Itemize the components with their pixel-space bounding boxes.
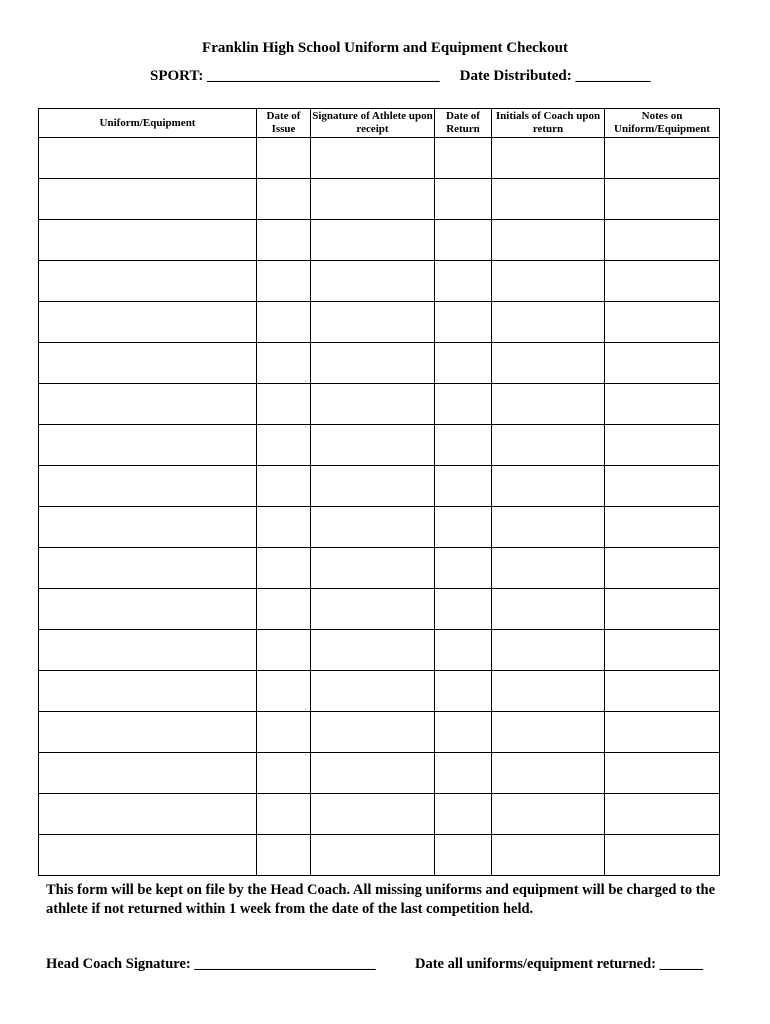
coach-initials-cell[interactable] [492, 425, 605, 466]
column-header-coach-initials: Initials of Coach upon return [492, 109, 605, 138]
uniform-equipment-cell[interactable] [39, 261, 257, 302]
uniform-equipment-cell[interactable] [39, 384, 257, 425]
date-of-return-cell[interactable] [435, 220, 492, 261]
notes-cell[interactable] [605, 794, 720, 835]
coach-initials-cell[interactable] [492, 261, 605, 302]
notes-cell[interactable] [605, 343, 720, 384]
date-of-issue-cell[interactable] [257, 712, 311, 753]
table-row [39, 179, 720, 220]
athlete-signature-cell[interactable] [311, 261, 435, 302]
table-row [39, 466, 720, 507]
table-row [39, 384, 720, 425]
table-row [39, 835, 720, 876]
date-of-issue-cell[interactable] [257, 630, 311, 671]
uniform-equipment-cell[interactable] [39, 753, 257, 794]
checkout-table [38, 108, 720, 876]
coach-initials-cell[interactable] [492, 753, 605, 794]
athlete-signature-cell[interactable] [311, 753, 435, 794]
date-of-issue-cell[interactable] [257, 794, 311, 835]
table-row [39, 671, 720, 712]
athlete-signature-cell[interactable] [311, 589, 435, 630]
uniform-equipment-cell[interactable] [39, 507, 257, 548]
table-row [39, 507, 720, 548]
uniform-equipment-cell[interactable] [39, 425, 257, 466]
table-row [39, 138, 720, 179]
column-header-athlete-signature: Signature of Athlete upon receipt [311, 109, 435, 138]
notes-cell[interactable] [605, 261, 720, 302]
date-of-return-cell[interactable] [435, 835, 492, 876]
column-header-uniform-equipment: Uniform/Equipment [39, 109, 257, 138]
date-of-issue-cell[interactable] [257, 507, 311, 548]
date-of-return-cell[interactable] [435, 589, 492, 630]
coach-initials-cell[interactable] [492, 343, 605, 384]
date-of-return-cell[interactable] [435, 630, 492, 671]
column-header-date-of-issue: Date of Issue [257, 109, 311, 138]
athlete-signature-cell[interactable] [311, 630, 435, 671]
column-header-notes: Notes on Uniform/Equipment [605, 109, 720, 138]
table-body [39, 138, 720, 876]
coach-initials-cell[interactable] [492, 548, 605, 589]
date-of-issue-cell[interactable] [257, 466, 311, 507]
date-of-issue-cell[interactable] [257, 343, 311, 384]
uniform-equipment-cell[interactable] [39, 466, 257, 507]
date-of-return-cell[interactable] [435, 425, 492, 466]
uniform-equipment-cell[interactable] [39, 343, 257, 384]
date-of-issue-cell[interactable] [257, 753, 311, 794]
athlete-signature-cell[interactable] [311, 220, 435, 261]
date-of-issue-cell[interactable] [257, 220, 311, 261]
head-coach-signature-field[interactable]: Head Coach Signature: _________________________ [46, 956, 376, 972]
uniform-equipment-cell[interactable] [39, 835, 257, 876]
athlete-signature-cell[interactable] [311, 343, 435, 384]
table-header-row [39, 109, 720, 138]
coach-initials-cell[interactable] [492, 466, 605, 507]
table-row [39, 794, 720, 835]
date-of-issue-cell[interactable] [257, 548, 311, 589]
coach-initials-cell[interactable] [492, 835, 605, 876]
uniform-equipment-cell[interactable] [39, 671, 257, 712]
coach-initials-cell[interactable] [492, 138, 605, 179]
uniform-equipment-cell[interactable] [39, 302, 257, 343]
uniform-equipment-cell[interactable] [39, 179, 257, 220]
notes-cell[interactable] [605, 712, 720, 753]
notes-cell[interactable] [605, 671, 720, 712]
athlete-signature-cell[interactable] [311, 794, 435, 835]
coach-initials-cell[interactable] [492, 630, 605, 671]
notes-cell[interactable] [605, 589, 720, 630]
uniform-equipment-cell[interactable] [39, 712, 257, 753]
athlete-signature-cell[interactable] [311, 835, 435, 876]
policy-note: This form will be kept on file by the Head Coach. All missing uniforms and equipment will be charged to the athlete if not returned within 1 week from the date of the last competition held. [46, 882, 716, 917]
date-of-return-cell[interactable] [435, 138, 492, 179]
date-of-return-cell[interactable] [435, 507, 492, 548]
coach-initials-cell[interactable] [492, 794, 605, 835]
date-of-issue-cell[interactable] [257, 261, 311, 302]
coach-initials-cell[interactable] [492, 589, 605, 630]
athlete-signature-cell[interactable] [311, 507, 435, 548]
date-of-return-cell[interactable] [435, 753, 492, 794]
date-of-issue-cell[interactable] [257, 138, 311, 179]
athlete-signature-cell[interactable] [311, 548, 435, 589]
coach-initials-cell[interactable] [492, 507, 605, 548]
date-of-return-cell[interactable] [435, 794, 492, 835]
notes-cell[interactable] [605, 220, 720, 261]
coach-initials-cell[interactable] [492, 302, 605, 343]
column-header-date-of-return: Date of Return [435, 109, 492, 138]
notes-cell[interactable] [605, 425, 720, 466]
notes-cell[interactable] [605, 179, 720, 220]
table-row [39, 220, 720, 261]
table-row [39, 343, 720, 384]
uniform-equipment-cell[interactable] [39, 548, 257, 589]
form-title: Franklin High School Uniform and Equipment Checkout [202, 40, 568, 56]
athlete-signature-cell[interactable] [311, 384, 435, 425]
uniform-equipment-cell[interactable] [39, 630, 257, 671]
athlete-signature-cell[interactable] [311, 425, 435, 466]
date-of-return-cell[interactable] [435, 302, 492, 343]
table-row [39, 302, 720, 343]
notes-cell[interactable] [605, 753, 720, 794]
notes-cell[interactable] [605, 630, 720, 671]
date-distributed-field[interactable]: Date Distributed: __________ [459, 68, 651, 84]
uniform-equipment-cell[interactable] [39, 220, 257, 261]
athlete-signature-cell[interactable] [311, 671, 435, 712]
coach-initials-cell[interactable] [492, 220, 605, 261]
uniform-equipment-cell[interactable] [39, 589, 257, 630]
table-row [39, 712, 720, 753]
date-of-issue-cell[interactable] [257, 835, 311, 876]
date-of-return-cell[interactable] [435, 671, 492, 712]
notes-cell[interactable] [605, 302, 720, 343]
table-row [39, 548, 720, 589]
table-row [39, 630, 720, 671]
date-of-issue-cell[interactable] [257, 671, 311, 712]
date-of-issue-cell[interactable] [257, 179, 311, 220]
uniform-equipment-cell[interactable] [39, 794, 257, 835]
notes-cell[interactable] [605, 507, 720, 548]
notes-cell[interactable] [605, 138, 720, 179]
table-row [39, 261, 720, 302]
date-of-issue-cell[interactable] [257, 302, 311, 343]
header-fields [150, 68, 650, 85]
athlete-signature-cell[interactable] [311, 138, 435, 179]
notes-cell[interactable] [605, 548, 720, 589]
coach-initials-cell[interactable] [492, 712, 605, 753]
date-of-return-cell[interactable] [435, 384, 492, 425]
notes-cell[interactable] [605, 384, 720, 425]
athlete-signature-cell[interactable] [311, 712, 435, 753]
sport-field[interactable]: SPORT: _______________________________ [150, 68, 440, 84]
notes-cell[interactable] [605, 835, 720, 876]
coach-initials-cell[interactable] [492, 671, 605, 712]
athlete-signature-cell[interactable] [311, 466, 435, 507]
coach-initials-cell[interactable] [492, 179, 605, 220]
date-of-return-cell[interactable] [435, 712, 492, 753]
athlete-signature-cell[interactable] [311, 302, 435, 343]
date-of-return-cell[interactable] [435, 179, 492, 220]
date-of-issue-cell[interactable] [257, 589, 311, 630]
date-of-return-cell[interactable] [435, 466, 492, 507]
date-of-return-cell[interactable] [435, 548, 492, 589]
table-row [39, 753, 720, 794]
date-of-issue-cell[interactable] [257, 425, 311, 466]
athlete-signature-cell[interactable] [311, 179, 435, 220]
table-row [39, 589, 720, 630]
coach-initials-cell[interactable] [492, 384, 605, 425]
date-of-return-cell[interactable] [435, 343, 492, 384]
table-row [39, 425, 720, 466]
date-of-issue-cell[interactable] [257, 384, 311, 425]
date-of-return-cell[interactable] [435, 261, 492, 302]
notes-cell[interactable] [605, 466, 720, 507]
date-returned-field[interactable]: Date all uniforms/equipment returned: ______ [415, 956, 704, 972]
uniform-equipment-cell[interactable] [39, 138, 257, 179]
